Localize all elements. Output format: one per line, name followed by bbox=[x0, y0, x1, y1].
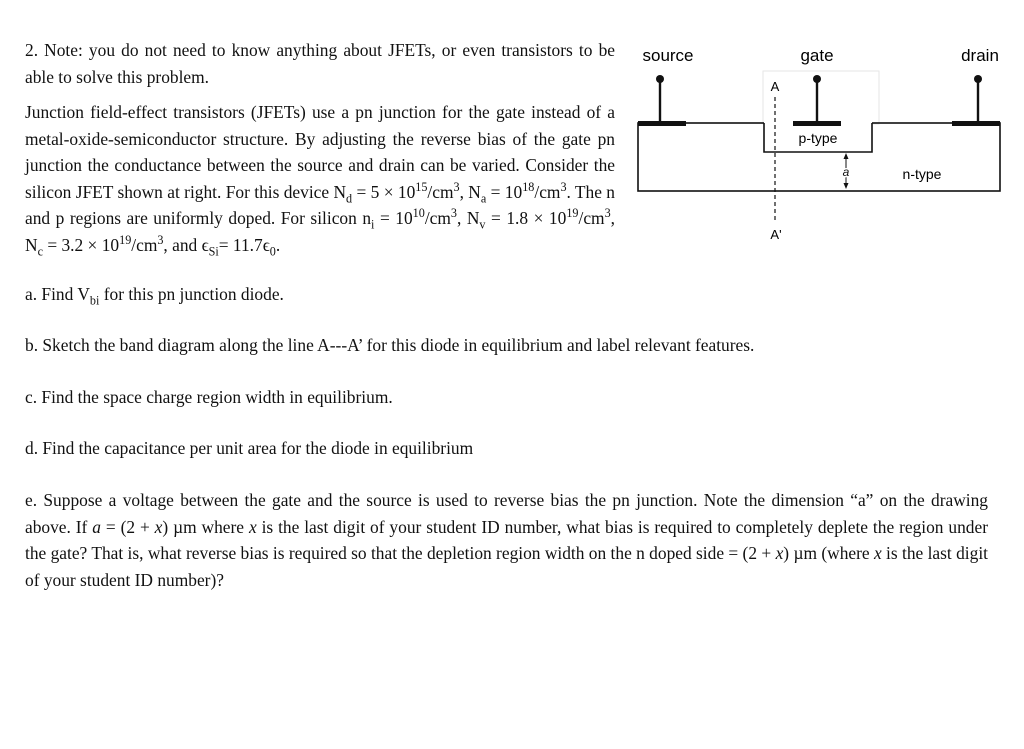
part-c: c. Find the space charge region width in equilibrium. bbox=[25, 387, 393, 407]
problem-description: Junction field-effect transistors (JFETs) use a pn junction for the gate instead of a metal-oxide-semiconductor structure. By adjusting the reverse bias of the gate pn junction the conductance between the source and drain can be varied. Consider the silicon JFET shown at right. For this device $N_d = 5 \times 10^{15}/cm^3$, $N_a = 10^{18}/cm^3$. The n and p regions are uniformly doped. For silicon $n_i = 10^{10}/cm^3$, $N_v = 1.8 \times 10^{19}/cm^3$, $N_c = 3.2 \times 10^{19}/cm^3$, and $\epsilon_{Si}= 11.7\epsilon_0$. bbox=[25, 102, 616, 258]
part-b: b. Sketch the band diagram along the line A---A’ for this diode in equilibrium and label relevant features. bbox=[25, 335, 755, 355]
gate-highlight-box bbox=[763, 71, 879, 124]
dimension-a-label: a bbox=[842, 165, 850, 179]
source-label: source bbox=[642, 46, 694, 65]
drain-label: drain bbox=[961, 46, 999, 65]
a-prime-label: A' bbox=[770, 227, 782, 242]
source-contact bbox=[638, 121, 686, 126]
jfet-diagram bbox=[630, 36, 1016, 246]
gate-contact bbox=[793, 121, 841, 126]
a-label: A bbox=[770, 79, 780, 94]
p-type-label: p-type bbox=[798, 130, 838, 146]
n-type-label: n-type bbox=[902, 166, 942, 182]
part-a: a. Find $V_{bi}$ for this pn junction diode. bbox=[25, 284, 284, 308]
gate-label: gate bbox=[800, 46, 834, 65]
problem-note: 2. Note: you do not need to know anything about JFETs, or even transistors to be able to solve this problem. bbox=[25, 40, 615, 87]
part-e: e. Suppose a voltage between the gate and the source is used to reverse bias the pn junction. Note the dimension “a” on the drawing above. If a = (2 + x) µm where x is the last digit of your student ID number, what bias is required to completely deplete the region under the gate? That is, what reverse bias is required so that the depletion region width on the n doped side = (2 + x) µm (where x is the last digit of your student ID number)? bbox=[25, 490, 988, 590]
problem-number: 2. bbox=[25, 40, 39, 60]
drain-contact bbox=[952, 121, 1000, 126]
part-d: d. Find the capacitance per unit area for the diode in equilibrium bbox=[25, 438, 474, 458]
problem-intro bbox=[25, 37, 615, 258]
